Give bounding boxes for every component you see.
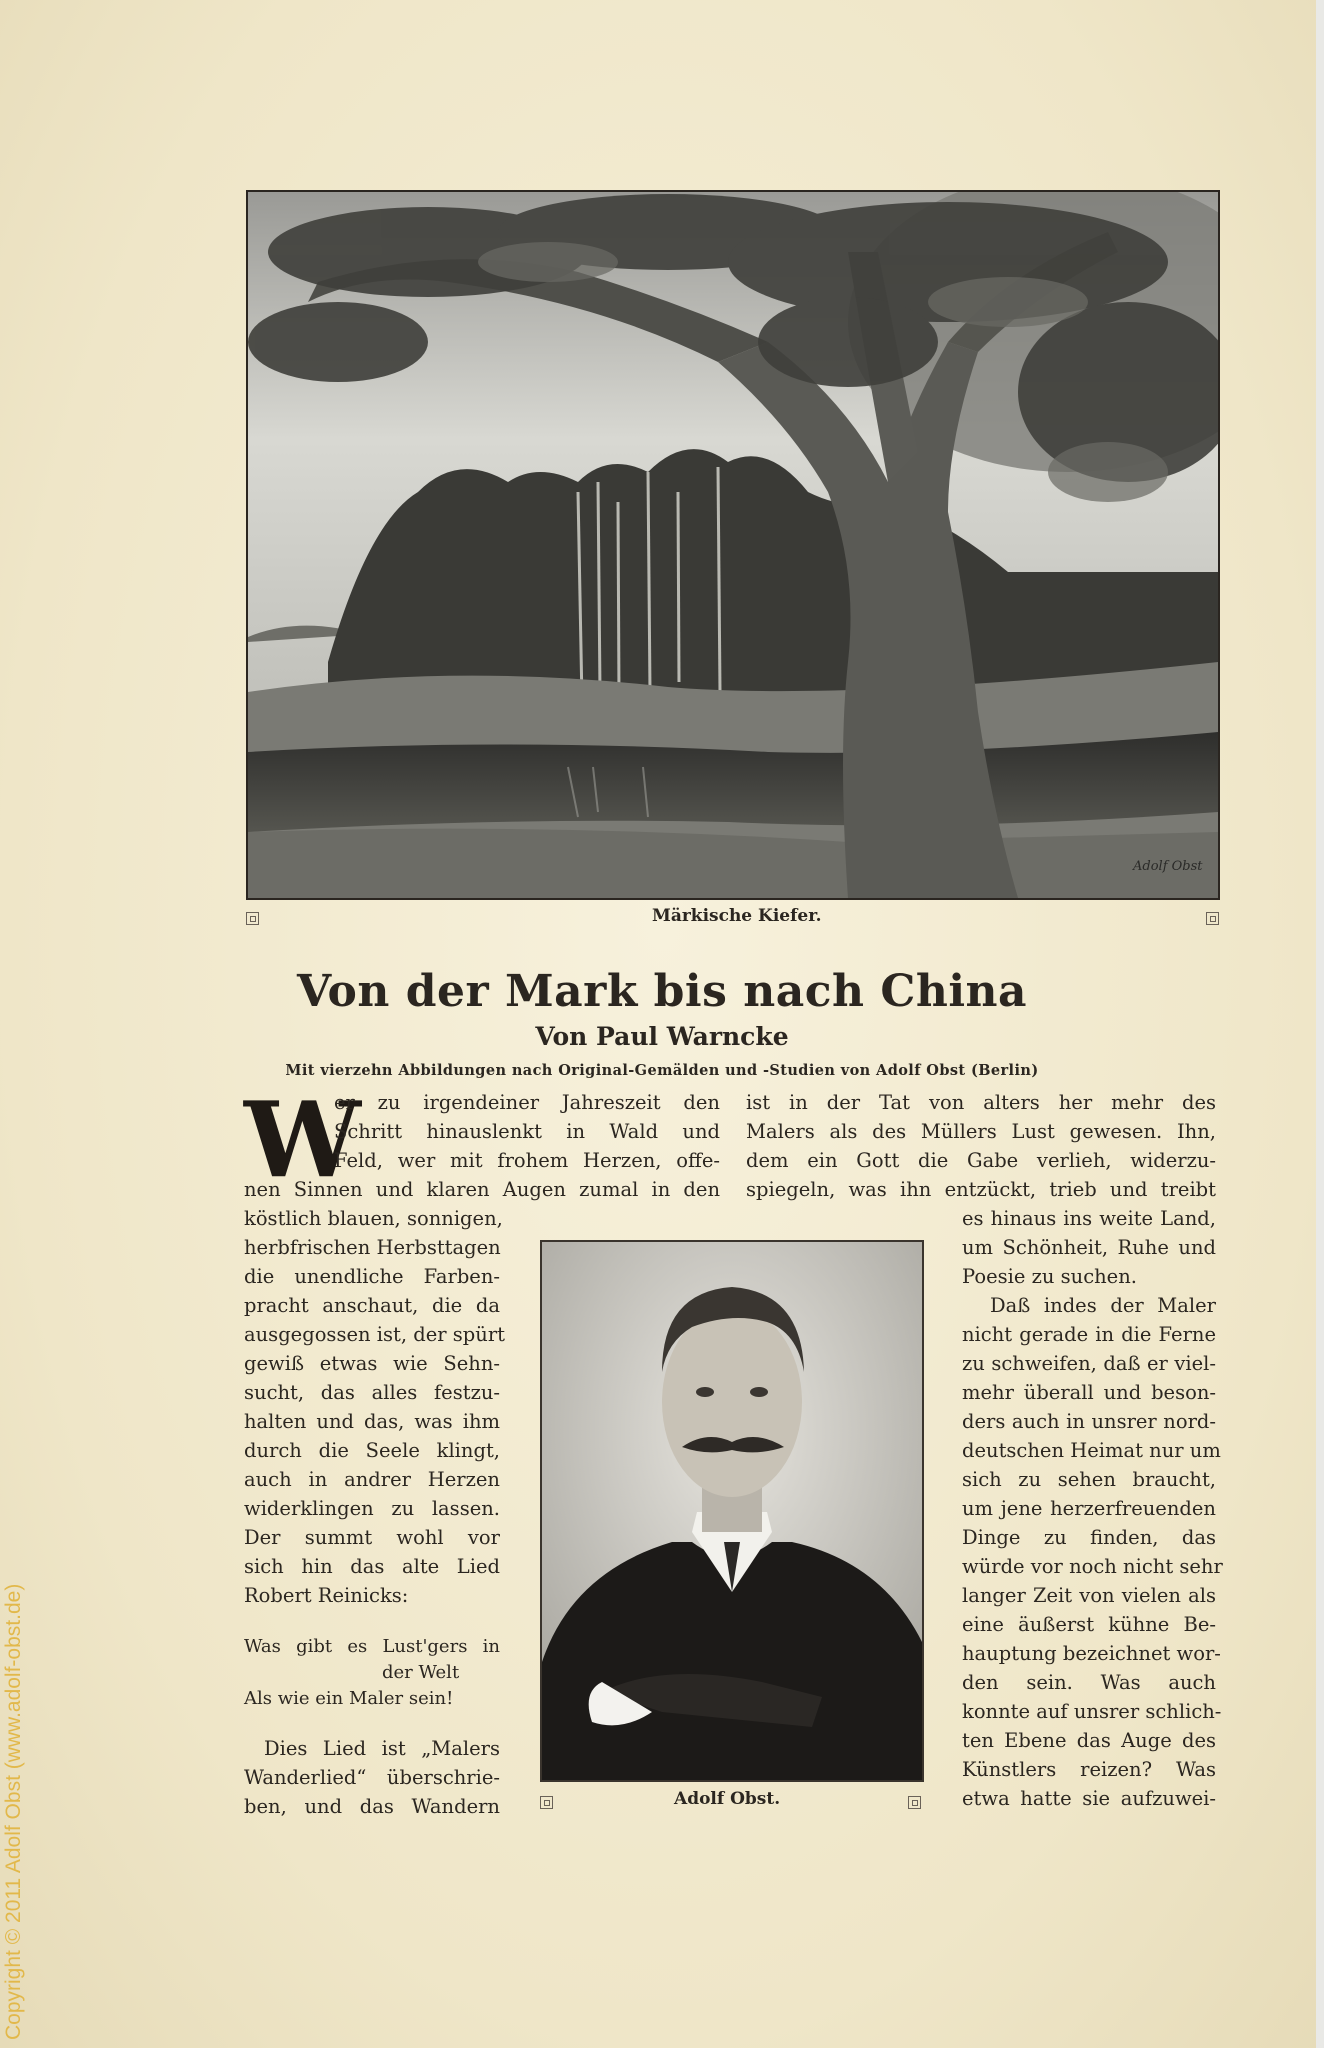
text-line: hauptung bezeichnet wor- xyxy=(962,1642,1221,1665)
verse-line: Als wie ein Maler sein! xyxy=(244,1688,454,1709)
text-line: gewiß etwas wie Sehn- xyxy=(244,1352,500,1375)
text-line: Daß indes der Maler xyxy=(990,1294,1216,1317)
text-line: sich zu sehen braucht, xyxy=(962,1468,1216,1491)
text-line: halten und das, was ihm xyxy=(244,1410,500,1433)
text-line: auch in andrer Herzen xyxy=(244,1468,500,1491)
text-line: konnte auf unsrer schlich- xyxy=(962,1700,1222,1723)
text-line: dem ein Gott die Gabe verlieh, widerzu- xyxy=(746,1149,1216,1172)
text-line: Wanderlied“ überschrie- xyxy=(244,1766,500,1789)
copyright-notice: Copyright © 2011 Adolf Obst (www.adolf-obst.de) xyxy=(2,1583,25,2040)
painting-signature: Adolf Obst xyxy=(1133,859,1203,874)
text-line: zu schweifen, daß er viel- xyxy=(962,1352,1216,1375)
text-line: nicht gerade in die Ferne xyxy=(962,1323,1216,1346)
text-line: die unendliche Farben- xyxy=(244,1265,500,1288)
text-line: sich hin das alte Lied xyxy=(244,1555,500,1578)
text-line: um jene herzerfreuenden xyxy=(962,1497,1216,1520)
text-line: Dinge zu finden, das xyxy=(962,1526,1216,1549)
text-line: ben, und das Wandern xyxy=(244,1795,500,1818)
text-line: nen Sinnen und klaren Augen zumal in den xyxy=(244,1178,720,1201)
text-line: ist in der Tat von alters her mehr des xyxy=(746,1091,1216,1114)
text-line: pracht anschaut, die da xyxy=(244,1294,500,1317)
text-line: sucht, das alles festzu- xyxy=(244,1381,500,1404)
text-line: widerklingen zu lassen. xyxy=(244,1497,500,1520)
text-line: Poesie zu suchen. xyxy=(962,1265,1137,1288)
text-line: herbfrischen Herbsttagen xyxy=(244,1236,501,1259)
article-subtitle: Mit vierzehn Abbildungen nach Original-Gemälden und -Studien von Adolf Obst (Berlin) xyxy=(285,1062,1039,1079)
text-line: eine äußerst kühne Be- xyxy=(962,1613,1216,1636)
text-line: er zu irgendeiner Jahreszeit den xyxy=(334,1091,720,1114)
painting-caption: Märkische Kiefer. xyxy=(652,906,822,926)
text-line: würde vor noch nicht sehr xyxy=(962,1555,1223,1578)
text-line: ten Ebene das Auge des xyxy=(962,1729,1216,1752)
portrait-adolf-obst xyxy=(540,1240,924,1782)
verse-line: Was gibt es Lust'gers in xyxy=(244,1636,500,1657)
painting-maerkische-kiefer xyxy=(246,190,1220,900)
text-line: Der summt wohl vor xyxy=(244,1526,500,1549)
text-line: den sein. Was auch xyxy=(962,1671,1216,1694)
text-line: ausgegossen ist, der spürt xyxy=(244,1323,505,1346)
text-line: langer Zeit von vielen als xyxy=(962,1584,1216,1607)
text-line: es hinaus ins weite Land, xyxy=(962,1207,1216,1230)
text-line: ders auch in unsrer nord- xyxy=(962,1410,1216,1433)
text-line: um Schönheit, Ruhe und xyxy=(962,1236,1216,1259)
text-line: Künstlers reizen? Was xyxy=(962,1758,1216,1781)
text-line: Robert Reinicks: xyxy=(244,1584,409,1607)
drop-cap: W xyxy=(244,1078,361,1201)
verse-line: der Welt xyxy=(382,1662,460,1683)
text-line: köstlich blauen, sonnigen, xyxy=(244,1207,503,1230)
text-line: deutschen Heimat nur um xyxy=(962,1439,1221,1462)
text-line: Malers als des Müllers Lust gewesen. Ihn, xyxy=(746,1120,1216,1143)
ornament-square-icon xyxy=(540,1796,553,1809)
ornament-square-icon xyxy=(1206,912,1219,925)
ornament-square-icon xyxy=(246,912,259,925)
text-line: mehr überall und beson- xyxy=(962,1381,1216,1404)
ornament-square-icon xyxy=(908,1796,921,1809)
text-line: etwa hatte sie aufzuwei- xyxy=(962,1787,1216,1810)
article-byline: Von Paul Warncke xyxy=(535,1022,789,1051)
text-line: durch die Seele klingt, xyxy=(244,1439,500,1462)
text-line: Dies Lied ist „Malers xyxy=(264,1737,500,1760)
text-line: spiegeln, was ihn entzückt, trieb und treibt xyxy=(746,1178,1216,1201)
portrait-caption: Adolf Obst. xyxy=(674,1789,781,1809)
text-line: Feld, wer mit frohem Herzen, offe- xyxy=(334,1149,720,1172)
text-line: Schritt hinauslenkt in Wald und xyxy=(334,1120,720,1143)
article-title: Von der Mark bis nach China xyxy=(296,966,1028,1017)
